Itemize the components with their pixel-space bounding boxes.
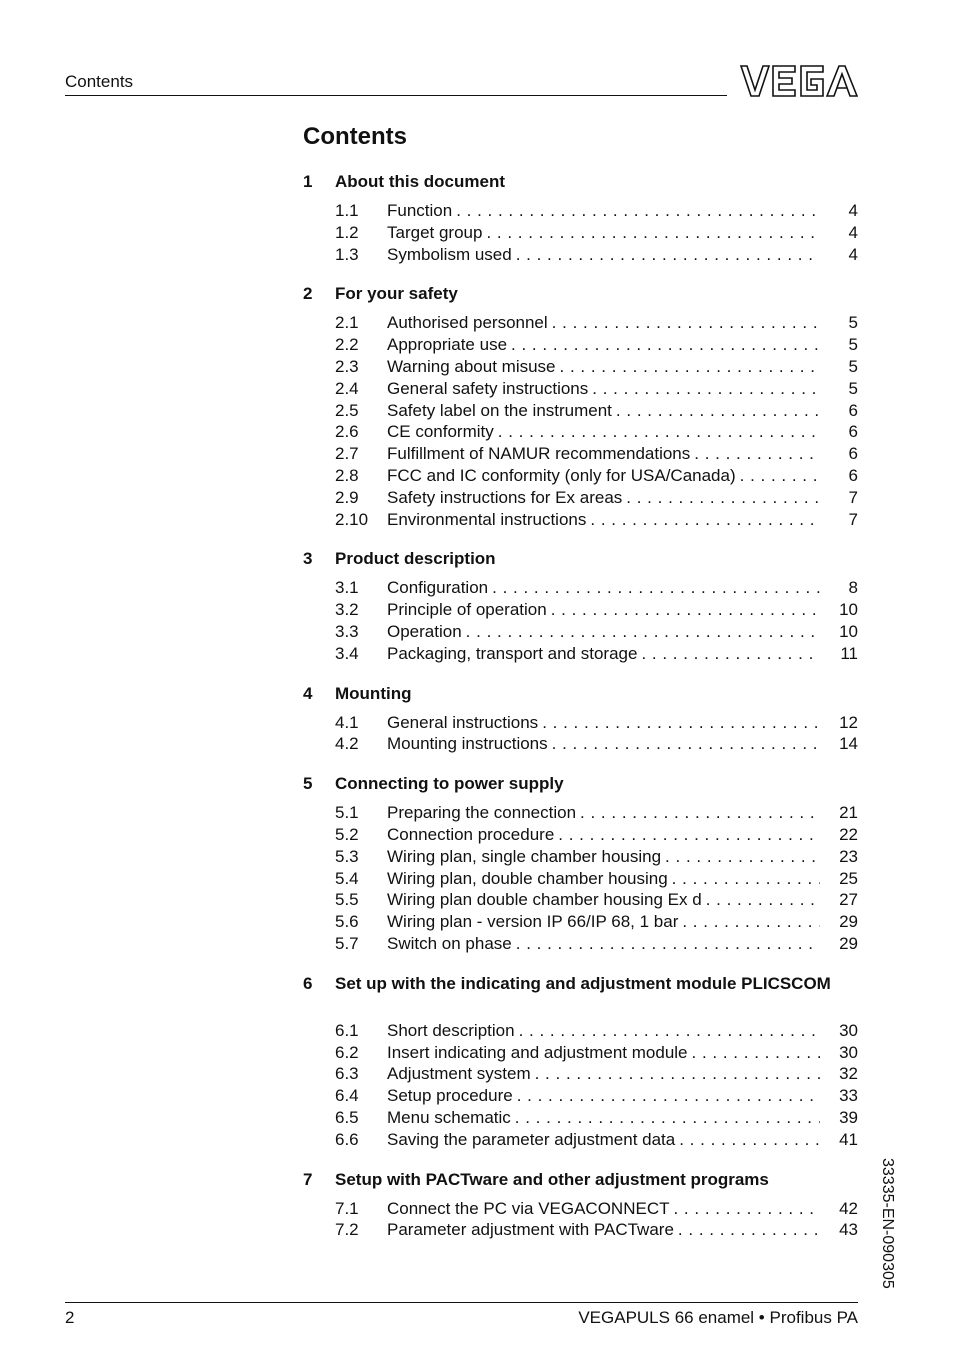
- section-title: Setup with PACTware and other adjustment programs: [335, 1169, 769, 1189]
- entry-number: 5.6: [335, 912, 359, 932]
- section-heading: [303, 171, 858, 193]
- section-heading: [303, 973, 858, 995]
- section-number: 3: [303, 549, 313, 569]
- entry-page-number: 5: [848, 313, 858, 333]
- toc-entry[interactable]: [303, 911, 858, 933]
- entry-page-number: 10: [839, 600, 858, 620]
- toc-entry[interactable]: [303, 334, 858, 356]
- section-title: Set up with the indicating and adjustment module PLICSCOM: [335, 973, 831, 993]
- entry-title: [387, 421, 820, 443]
- entry-title: [387, 802, 820, 824]
- entry-page-number: 32: [839, 1064, 858, 1084]
- entry-page-number: 39: [839, 1107, 858, 1127]
- entry-title: [387, 889, 820, 911]
- entry-title-text: Mounting instructions: [387, 734, 548, 754]
- section-title: For your safety: [335, 284, 458, 304]
- toc-entry[interactable]: [303, 400, 858, 422]
- entry-title-text: General instructions: [387, 712, 539, 732]
- entry-page-number: 12: [839, 712, 858, 732]
- entry-page-number: 5: [848, 335, 858, 355]
- entry-page-number: 10: [839, 621, 858, 641]
- entry-title: [387, 1198, 820, 1220]
- toc-entry[interactable]: [303, 1219, 858, 1241]
- entry-number: 2.5: [335, 400, 359, 420]
- entry-number: 6.3: [335, 1064, 359, 1084]
- entry-title-text: Connection procedure: [387, 824, 555, 844]
- toc-section: [303, 283, 858, 530]
- toc-section: [303, 548, 858, 664]
- entry-number: 4.2: [335, 734, 359, 754]
- section-heading: [303, 683, 858, 705]
- entry-title-text: Parameter adjustment with PACTware: [387, 1220, 674, 1240]
- entry-page-number: 23: [839, 846, 858, 866]
- entry-title: [387, 599, 820, 621]
- entry-number: 6.4: [335, 1086, 359, 1106]
- entry-number: 2.8: [335, 465, 359, 485]
- toc-entry[interactable]: [303, 933, 858, 955]
- entry-title: [387, 465, 820, 487]
- section-number: 7: [303, 1169, 313, 1189]
- entry-title-text: Wiring plan - version IP 66/IP 68, 1 bar: [387, 912, 679, 932]
- entry-title-text: Wiring plan double chamber housing Ex d: [387, 890, 702, 910]
- entry-page-number: 41: [839, 1129, 858, 1149]
- entry-page-number: 5: [848, 356, 858, 376]
- toc-entry[interactable]: [303, 465, 858, 487]
- entry-title: [387, 200, 820, 222]
- header-label: Contents: [65, 72, 134, 91]
- entry-title: [387, 1107, 820, 1129]
- toc-entry[interactable]: [303, 621, 858, 643]
- entry-title: [387, 1129, 820, 1151]
- entry-page-number: 30: [839, 1020, 858, 1040]
- toc-section: [303, 773, 858, 955]
- toc-entry[interactable]: [303, 421, 858, 443]
- toc-entry[interactable]: [303, 312, 858, 334]
- entry-title: [387, 1042, 820, 1064]
- entry-page-number: 6: [848, 465, 858, 485]
- entry-title: [387, 1063, 820, 1085]
- entry-number: 6.5: [335, 1107, 359, 1127]
- section-title: Product description: [335, 549, 496, 569]
- entry-number: 5.5: [335, 890, 359, 910]
- entry-page-number: 8: [848, 578, 858, 598]
- section-heading: [303, 548, 858, 570]
- entry-title: [387, 378, 820, 400]
- entry-page-number: 6: [848, 444, 858, 464]
- entry-title-text: Appropriate use: [387, 335, 508, 355]
- entry-title-text: Safety label on the instrument: [387, 400, 612, 420]
- entry-title: [387, 868, 820, 890]
- entry-title-text: Principle of operation: [387, 600, 547, 620]
- entry-number: 5.4: [335, 868, 359, 888]
- entry-title-text: Wiring plan, single chamber housing: [387, 846, 662, 866]
- toc-entry[interactable]: [303, 1063, 858, 1085]
- entry-title-text: General safety instructions: [387, 378, 589, 398]
- entry-number: 1.2: [335, 222, 359, 242]
- toc-section: [303, 171, 858, 265]
- entry-number: 4.1: [335, 712, 359, 732]
- toc-entry[interactable]: [303, 443, 858, 465]
- section-number: 2: [303, 284, 313, 304]
- toc-entry[interactable]: [303, 868, 858, 890]
- entry-page-number: 42: [839, 1198, 858, 1218]
- entry-number: 3.1: [335, 578, 359, 598]
- entry-title-text: Environmental instructions: [387, 509, 587, 529]
- entry-title: [387, 577, 820, 599]
- entry-page-number: 5: [848, 378, 858, 398]
- entry-title-text: Operation: [387, 621, 462, 641]
- table-of-contents: [303, 171, 858, 1241]
- toc-entry[interactable]: [303, 509, 858, 531]
- toc-entry[interactable]: [303, 824, 858, 846]
- entry-number: 3.3: [335, 621, 359, 641]
- section-number: 4: [303, 683, 313, 703]
- header-rule: [65, 95, 727, 96]
- toc-entry[interactable]: [303, 802, 858, 824]
- entry-title-text: Saving the parameter adjustment data: [387, 1129, 676, 1149]
- toc-entry[interactable]: [303, 356, 858, 378]
- toc-entry[interactable]: [303, 1042, 858, 1064]
- entry-title: [387, 356, 820, 378]
- entry-page-number: 4: [848, 222, 858, 242]
- section-number: 5: [303, 774, 313, 794]
- entry-title-text: Symbolism used: [387, 244, 512, 264]
- entry-number: 3.2: [335, 600, 359, 620]
- entry-title: [387, 244, 820, 266]
- toc-section: [303, 1169, 858, 1242]
- toc-entry[interactable]: [303, 643, 858, 665]
- entry-title: [387, 933, 820, 955]
- entry-page-number: 7: [848, 487, 858, 507]
- entry-title: [387, 1085, 820, 1107]
- entry-title-text: Short description: [387, 1020, 515, 1040]
- entry-page-number: 29: [839, 912, 858, 932]
- entry-number: 6.6: [335, 1129, 359, 1149]
- toc-entry[interactable]: [303, 1085, 858, 1107]
- toc-entry[interactable]: [303, 200, 858, 222]
- toc-entry[interactable]: [303, 378, 858, 400]
- entry-title: [387, 911, 820, 933]
- entry-page-number: 14: [839, 734, 858, 754]
- toc-entry[interactable]: [303, 222, 858, 244]
- entry-title-text: Configuration: [387, 578, 489, 598]
- entry-title: [387, 334, 820, 356]
- entry-page-number: 30: [839, 1042, 858, 1062]
- entry-page-number: 6: [848, 422, 858, 442]
- entry-page-number: 4: [848, 244, 858, 264]
- entry-page-number: 6: [848, 400, 858, 420]
- entry-page-number: 21: [839, 803, 858, 823]
- entry-title-text: Function: [387, 201, 453, 220]
- entry-page-number: 22: [839, 824, 858, 844]
- toc-entry[interactable]: [303, 244, 858, 266]
- section-title: Mounting: [335, 683, 412, 703]
- entry-number: 2.3: [335, 356, 359, 376]
- entry-title-text: Packaging, transport and storage: [387, 643, 638, 663]
- entry-title-text: Warning about misuse: [387, 356, 556, 376]
- footer-page-number: 2: [65, 1308, 75, 1327]
- entry-title-text: Fulfillment of NAMUR recommendations: [387, 444, 691, 464]
- entry-page-number: 11: [840, 643, 858, 663]
- entry-number: 3.4: [335, 643, 359, 663]
- entry-title: [387, 1020, 820, 1042]
- entry-title: [387, 487, 820, 509]
- entry-number: 7.2: [335, 1220, 359, 1240]
- footer-document-title: VEGAPULS 66 enamel • Profibus PA: [578, 1308, 858, 1327]
- entry-title: [387, 312, 820, 334]
- entry-title-text: Preparing the connection: [387, 803, 577, 823]
- toc-entry[interactable]: [303, 733, 858, 755]
- entry-number: 2.6: [335, 422, 359, 442]
- toc-entry[interactable]: [303, 1020, 858, 1042]
- toc-section: [303, 683, 858, 756]
- vega-logo: [739, 64, 858, 98]
- entry-page-number: 43: [839, 1220, 858, 1240]
- entry-number: 2.9: [335, 487, 359, 507]
- entry-number: 2.4: [335, 378, 359, 398]
- entry-title: [387, 824, 820, 846]
- toc-entry[interactable]: [303, 487, 858, 509]
- entry-title: [387, 443, 820, 465]
- entry-title-text: FCC and IC conformity (only for USA/Canada): [387, 465, 736, 485]
- entry-page-number: 4: [848, 201, 858, 220]
- entry-page-number: 29: [839, 933, 858, 953]
- toc-section: [303, 973, 858, 1151]
- entry-number: 1.1: [335, 201, 359, 220]
- section-number: 6: [303, 973, 313, 993]
- entry-title: [387, 1219, 820, 1241]
- entry-title-text: Switch on phase: [387, 933, 512, 953]
- section-number: 1: [303, 172, 313, 191]
- entry-number: 5.7: [335, 933, 359, 953]
- entry-number: 7.1: [335, 1198, 359, 1218]
- toc-entry[interactable]: [303, 577, 858, 599]
- entry-number: 6.2: [335, 1042, 359, 1062]
- section-heading: [303, 1169, 858, 1191]
- entry-number: 2.2: [335, 335, 359, 355]
- section-title: Connecting to power supply: [335, 774, 564, 794]
- entry-number: 2.7: [335, 444, 359, 464]
- entry-number: 5.3: [335, 846, 359, 866]
- entry-number: 1.3: [335, 244, 359, 264]
- toc-entry[interactable]: [303, 846, 858, 868]
- entry-title-text: Target group: [387, 222, 483, 242]
- entry-title: [387, 621, 820, 643]
- entry-number: 5.1: [335, 803, 359, 823]
- page-title: Contents: [303, 123, 407, 150]
- section-heading: [303, 773, 858, 795]
- entry-number: 2.10: [335, 509, 369, 529]
- entry-title: [387, 509, 820, 531]
- toc-entry[interactable]: [303, 1107, 858, 1129]
- toc-entry[interactable]: [303, 712, 858, 734]
- entry-title-text: Adjustment system: [387, 1064, 531, 1084]
- entry-page-number: 25: [839, 868, 858, 888]
- entry-page-number: 33: [839, 1086, 858, 1106]
- entry-title: [387, 222, 820, 244]
- entry-page-number: 7: [848, 509, 858, 529]
- entry-page-number: 27: [839, 890, 858, 910]
- entry-title: [387, 733, 820, 755]
- toc-entry[interactable]: [303, 1129, 858, 1151]
- entry-number: 6.1: [335, 1020, 359, 1040]
- entry-title-text: Authorised personnel: [387, 313, 548, 333]
- entry-number: 5.2: [335, 824, 359, 844]
- toc-entry[interactable]: [303, 599, 858, 621]
- entry-title: [387, 846, 820, 868]
- entry-title: [387, 643, 820, 665]
- entry-title-text: Menu schematic: [387, 1107, 511, 1127]
- entry-number: 2.1: [335, 313, 359, 333]
- section-heading: [303, 283, 858, 305]
- toc-entry[interactable]: [303, 1198, 858, 1220]
- entry-title: [387, 712, 820, 734]
- toc-entry[interactable]: [303, 889, 858, 911]
- entry-title-text: Wiring plan, double chamber housing: [387, 868, 668, 888]
- section-title: About this document: [335, 172, 505, 191]
- entry-title-text: Connect the PC via VEGACONNECT: [387, 1198, 670, 1218]
- footer-rule: [65, 1302, 858, 1303]
- entry-title-text: CE conformity: [387, 422, 494, 442]
- entry-title-text: Safety instructions for Ex areas: [387, 487, 623, 507]
- entry-title-text: Insert indicating and adjustment module: [387, 1042, 688, 1062]
- entry-title-text: Setup procedure: [387, 1086, 513, 1106]
- entry-title: [387, 400, 820, 422]
- document-code: 33335-EN-090305: [879, 1158, 896, 1289]
